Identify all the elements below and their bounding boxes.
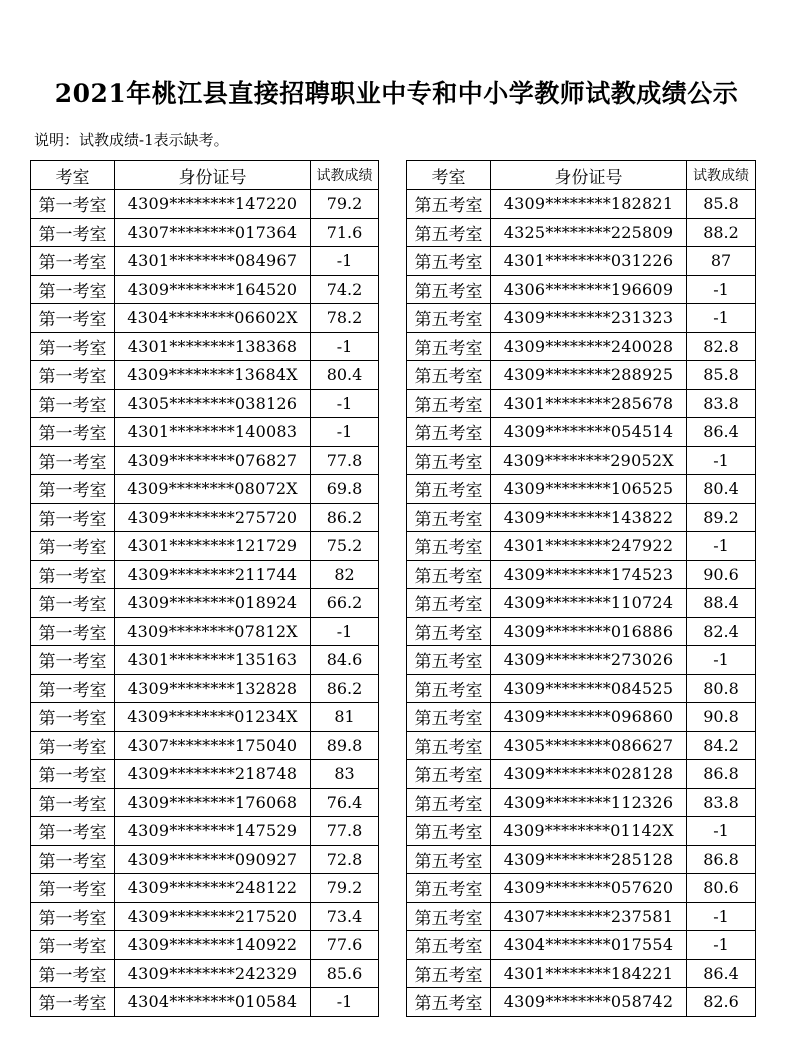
- table-row: [407, 247, 756, 276]
- score-cell: 80.8: [687, 674, 756, 703]
- id-number-cell: 4307********175040: [115, 731, 311, 760]
- table-row: [31, 931, 379, 960]
- score-cell: 82.8: [687, 332, 756, 361]
- table-row: [407, 304, 756, 333]
- score-table-right: [406, 160, 756, 1017]
- id-number-cell: 4305********086627: [491, 731, 687, 760]
- score-cell: 88.4: [687, 589, 756, 618]
- header-id: 身份证号: [115, 161, 311, 190]
- table-row: [31, 247, 379, 276]
- table-row: [407, 959, 756, 988]
- id-number-cell: 4309********240028: [491, 332, 687, 361]
- table-row: [407, 418, 756, 447]
- room-cell: 第一考室: [31, 617, 115, 646]
- table-row: [407, 674, 756, 703]
- table-row: [407, 703, 756, 732]
- score-cell: -1: [687, 532, 756, 561]
- room-cell: 第一考室: [31, 988, 115, 1017]
- table-row: [31, 646, 379, 675]
- room-cell: 第一考室: [31, 703, 115, 732]
- id-number-cell: 4309********132828: [115, 674, 311, 703]
- score-cell: 90.8: [687, 703, 756, 732]
- score-cell: 77.6: [311, 931, 379, 960]
- id-number-cell: 4307********237581: [491, 902, 687, 931]
- table-header-row: [407, 161, 756, 190]
- id-number-cell: 4301********121729: [115, 532, 311, 561]
- room-cell: 第五考室: [407, 874, 491, 903]
- score-cell: 84.2: [687, 731, 756, 760]
- score-cell: 76.4: [311, 788, 379, 817]
- id-number-cell: 4309********218748: [115, 760, 311, 789]
- table-row: [407, 760, 756, 789]
- score-cell: -1: [687, 902, 756, 931]
- room-cell: 第一考室: [31, 503, 115, 532]
- table-row: [407, 503, 756, 532]
- room-cell: 第一考室: [31, 475, 115, 504]
- score-cell: -1: [687, 304, 756, 333]
- table-row: [407, 589, 756, 618]
- room-cell: 第一考室: [31, 446, 115, 475]
- id-number-cell: 4309********182821: [491, 190, 687, 219]
- id-number-cell: 4309********13684X: [115, 361, 311, 390]
- room-cell: 第五考室: [407, 617, 491, 646]
- score-cell: -1: [687, 646, 756, 675]
- id-number-cell: 4309********143822: [491, 503, 687, 532]
- table-row: [407, 332, 756, 361]
- id-number-cell: 4309********275720: [115, 503, 311, 532]
- score-cell: 78.2: [311, 304, 379, 333]
- room-cell: 第一考室: [31, 532, 115, 561]
- room-cell: 第五考室: [407, 674, 491, 703]
- id-number-cell: 4309********147220: [115, 190, 311, 219]
- score-cell: 83.8: [687, 389, 756, 418]
- note-text: 说明：试教成绩-1表示缺考。: [34, 131, 229, 149]
- score-cell: -1: [687, 275, 756, 304]
- score-cell: 87: [687, 247, 756, 276]
- table-row: [407, 275, 756, 304]
- score-cell: 77.8: [311, 817, 379, 846]
- table-row: [407, 788, 756, 817]
- id-number-cell: 4309********106525: [491, 475, 687, 504]
- room-cell: 第一考室: [31, 760, 115, 789]
- id-number-cell: 4301********184221: [491, 959, 687, 988]
- id-number-cell: 4309********288925: [491, 361, 687, 390]
- table-row: [31, 275, 379, 304]
- score-cell: 89.8: [311, 731, 379, 760]
- score-cell: 82.6: [687, 988, 756, 1017]
- room-cell: 第一考室: [31, 788, 115, 817]
- id-number-cell: 4309********147529: [115, 817, 311, 846]
- id-number-cell: 4309********07812X: [115, 617, 311, 646]
- score-cell: 84.6: [311, 646, 379, 675]
- room-cell: 第五考室: [407, 275, 491, 304]
- table-header-row: [31, 161, 379, 190]
- id-number-cell: 4304********06602X: [115, 304, 311, 333]
- room-cell: 第五考室: [407, 446, 491, 475]
- table-row: [31, 304, 379, 333]
- score-cell: 86.2: [311, 503, 379, 532]
- table-row: [407, 389, 756, 418]
- id-number-cell: 4309********174523: [491, 560, 687, 589]
- score-cell: 75.2: [311, 532, 379, 561]
- id-number-cell: 4309********217520: [115, 902, 311, 931]
- score-cell: 82.4: [687, 617, 756, 646]
- room-cell: 第五考室: [407, 988, 491, 1017]
- room-cell: 第一考室: [31, 190, 115, 219]
- id-number-cell: 4301********140083: [115, 418, 311, 447]
- table-row: [31, 446, 379, 475]
- table-row: [31, 788, 379, 817]
- table-row: [407, 845, 756, 874]
- id-number-cell: 4309********01234X: [115, 703, 311, 732]
- score-cell: -1: [311, 988, 379, 1017]
- score-cell: -1: [311, 617, 379, 646]
- table-row: [407, 218, 756, 247]
- header-score: 试教成绩: [687, 161, 756, 190]
- room-cell: 第五考室: [407, 646, 491, 675]
- table-row: [31, 532, 379, 561]
- id-number-cell: 4301********247922: [491, 532, 687, 561]
- room-cell: 第五考室: [407, 560, 491, 589]
- score-cell: 80.4: [311, 361, 379, 390]
- table-row: [31, 560, 379, 589]
- table-row: [31, 418, 379, 447]
- id-number-cell: 4301********084967: [115, 247, 311, 276]
- room-cell: 第一考室: [31, 731, 115, 760]
- room-cell: 第五考室: [407, 731, 491, 760]
- table-row: [31, 332, 379, 361]
- room-cell: 第一考室: [31, 874, 115, 903]
- id-number-cell: 4309********164520: [115, 275, 311, 304]
- room-cell: 第一考室: [31, 902, 115, 931]
- score-cell: -1: [311, 418, 379, 447]
- score-cell: 80.6: [687, 874, 756, 903]
- table-row: [407, 988, 756, 1017]
- id-number-cell: 4309********028128: [491, 760, 687, 789]
- score-cell: -1: [687, 446, 756, 475]
- score-cell: 85.6: [311, 959, 379, 988]
- score-cell: 72.8: [311, 845, 379, 874]
- id-number-cell: 4306********196609: [491, 275, 687, 304]
- room-cell: 第一考室: [31, 589, 115, 618]
- score-cell: 83.8: [687, 788, 756, 817]
- score-cell: -1: [311, 389, 379, 418]
- id-number-cell: 4309********076827: [115, 446, 311, 475]
- room-cell: 第一考室: [31, 959, 115, 988]
- id-number-cell: 4309********29052X: [491, 446, 687, 475]
- room-cell: 第一考室: [31, 674, 115, 703]
- room-cell: 第五考室: [407, 475, 491, 504]
- room-cell: 第五考室: [407, 503, 491, 532]
- score-table-left: [30, 160, 379, 1017]
- table-row: [407, 361, 756, 390]
- header-id: 身份证号: [491, 161, 687, 190]
- score-cell: 81: [311, 703, 379, 732]
- score-cell: 71.6: [311, 218, 379, 247]
- room-cell: 第五考室: [407, 788, 491, 817]
- table-row: [407, 532, 756, 561]
- id-number-cell: 4301********285678: [491, 389, 687, 418]
- score-cell: 66.2: [311, 589, 379, 618]
- room-cell: 第五考室: [407, 902, 491, 931]
- table-row: [407, 874, 756, 903]
- table-row: [31, 845, 379, 874]
- table-row: [31, 874, 379, 903]
- id-number-cell: 4309********01142X: [491, 817, 687, 846]
- score-cell: -1: [311, 247, 379, 276]
- table-row: [407, 902, 756, 931]
- room-cell: 第五考室: [407, 845, 491, 874]
- room-cell: 第一考室: [31, 275, 115, 304]
- room-cell: 第五考室: [407, 218, 491, 247]
- table-row: [31, 190, 379, 219]
- id-number-cell: 4304********010584: [115, 988, 311, 1017]
- id-number-cell: 4301********135163: [115, 646, 311, 675]
- table-row: [31, 731, 379, 760]
- room-cell: 第五考室: [407, 959, 491, 988]
- id-number-cell: 4301********031226: [491, 247, 687, 276]
- room-cell: 第一考室: [31, 931, 115, 960]
- score-table-left-body: [31, 190, 379, 1017]
- table-row: [31, 389, 379, 418]
- room-cell: 第一考室: [31, 817, 115, 846]
- room-cell: 第五考室: [407, 589, 491, 618]
- id-number-cell: 4309********285128: [491, 845, 687, 874]
- score-cell: 86.2: [311, 674, 379, 703]
- table-row: [31, 760, 379, 789]
- score-cell: 85.8: [687, 190, 756, 219]
- table-row: [31, 959, 379, 988]
- score-cell: 86.4: [687, 418, 756, 447]
- header-score: 试教成绩: [311, 161, 379, 190]
- score-cell: 86.4: [687, 959, 756, 988]
- room-cell: 第五考室: [407, 332, 491, 361]
- score-cell: 82: [311, 560, 379, 589]
- room-cell: 第五考室: [407, 931, 491, 960]
- table-row: [31, 703, 379, 732]
- header-room: 考室: [407, 161, 491, 190]
- id-number-cell: 4307********017364: [115, 218, 311, 247]
- table-row: [407, 646, 756, 675]
- score-cell: -1: [311, 332, 379, 361]
- id-number-cell: 4309********057620: [491, 874, 687, 903]
- room-cell: 第五考室: [407, 361, 491, 390]
- room-cell: 第一考室: [31, 389, 115, 418]
- room-cell: 第五考室: [407, 418, 491, 447]
- table-row: [31, 902, 379, 931]
- score-table-right-body: [407, 190, 756, 1017]
- score-cell: 90.6: [687, 560, 756, 589]
- id-number-cell: 4304********017554: [491, 931, 687, 960]
- table-row: [407, 190, 756, 219]
- table-row: [31, 674, 379, 703]
- table-row: [407, 475, 756, 504]
- table-row: [407, 617, 756, 646]
- room-cell: 第五考室: [407, 389, 491, 418]
- room-cell: 第一考室: [31, 418, 115, 447]
- table-row: [407, 446, 756, 475]
- score-cell: 79.2: [311, 190, 379, 219]
- id-number-cell: 4309********248122: [115, 874, 311, 903]
- id-number-cell: 4309********110724: [491, 589, 687, 618]
- id-number-cell: 4325********225809: [491, 218, 687, 247]
- score-cell: 80.4: [687, 475, 756, 504]
- score-cell: 85.8: [687, 361, 756, 390]
- table-row: [31, 361, 379, 390]
- id-number-cell: 4309********090927: [115, 845, 311, 874]
- id-number-cell: 4309********018924: [115, 589, 311, 618]
- score-cell: 69.8: [311, 475, 379, 504]
- room-cell: 第一考室: [31, 218, 115, 247]
- score-cell: 89.2: [687, 503, 756, 532]
- table-row: [31, 218, 379, 247]
- id-number-cell: 4309********231323: [491, 304, 687, 333]
- room-cell: 第一考室: [31, 560, 115, 589]
- score-cell: 86.8: [687, 760, 756, 789]
- room-cell: 第五考室: [407, 703, 491, 732]
- id-number-cell: 4309********140922: [115, 931, 311, 960]
- room-cell: 第一考室: [31, 304, 115, 333]
- table-row: [407, 560, 756, 589]
- table-row: [31, 475, 379, 504]
- id-number-cell: 4309********211744: [115, 560, 311, 589]
- id-number-cell: 4309********084525: [491, 674, 687, 703]
- table-row: [31, 988, 379, 1017]
- id-number-cell: 4309********273026: [491, 646, 687, 675]
- id-number-cell: 4309********112326: [491, 788, 687, 817]
- id-number-cell: 4309********08072X: [115, 475, 311, 504]
- table-row: [407, 931, 756, 960]
- room-cell: 第五考室: [407, 190, 491, 219]
- header-room: 考室: [31, 161, 115, 190]
- page-title: 2021年桃江县直接招聘职业中专和中小学教师试教成绩公示: [54, 79, 739, 108]
- id-number-cell: 4309********176068: [115, 788, 311, 817]
- id-number-cell: 4309********058742: [491, 988, 687, 1017]
- room-cell: 第一考室: [31, 646, 115, 675]
- id-number-cell: 4301********138368: [115, 332, 311, 361]
- score-cell: 86.8: [687, 845, 756, 874]
- score-cell: 77.8: [311, 446, 379, 475]
- id-number-cell: 4309********054514: [491, 418, 687, 447]
- score-cell: 88.2: [687, 218, 756, 247]
- score-cell: 73.4: [311, 902, 379, 931]
- room-cell: 第一考室: [31, 247, 115, 276]
- id-number-cell: 4309********016886: [491, 617, 687, 646]
- id-number-cell: 4305********038126: [115, 389, 311, 418]
- room-cell: 第五考室: [407, 304, 491, 333]
- room-cell: 第一考室: [31, 332, 115, 361]
- room-cell: 第五考室: [407, 817, 491, 846]
- room-cell: 第一考室: [31, 845, 115, 874]
- score-cell: 74.2: [311, 275, 379, 304]
- id-number-cell: 4309********096860: [491, 703, 687, 732]
- room-cell: 第五考室: [407, 532, 491, 561]
- table-row: [31, 589, 379, 618]
- score-cell: 83: [311, 760, 379, 789]
- table-row: [31, 617, 379, 646]
- score-cell: -1: [687, 931, 756, 960]
- score-cell: 79.2: [311, 874, 379, 903]
- score-cell: -1: [687, 817, 756, 846]
- id-number-cell: 4309********242329: [115, 959, 311, 988]
- room-cell: 第五考室: [407, 247, 491, 276]
- room-cell: 第五考室: [407, 760, 491, 789]
- table-row: [31, 817, 379, 846]
- table-row: [31, 503, 379, 532]
- room-cell: 第一考室: [31, 361, 115, 390]
- table-row: [407, 731, 756, 760]
- table-row: [407, 817, 756, 846]
